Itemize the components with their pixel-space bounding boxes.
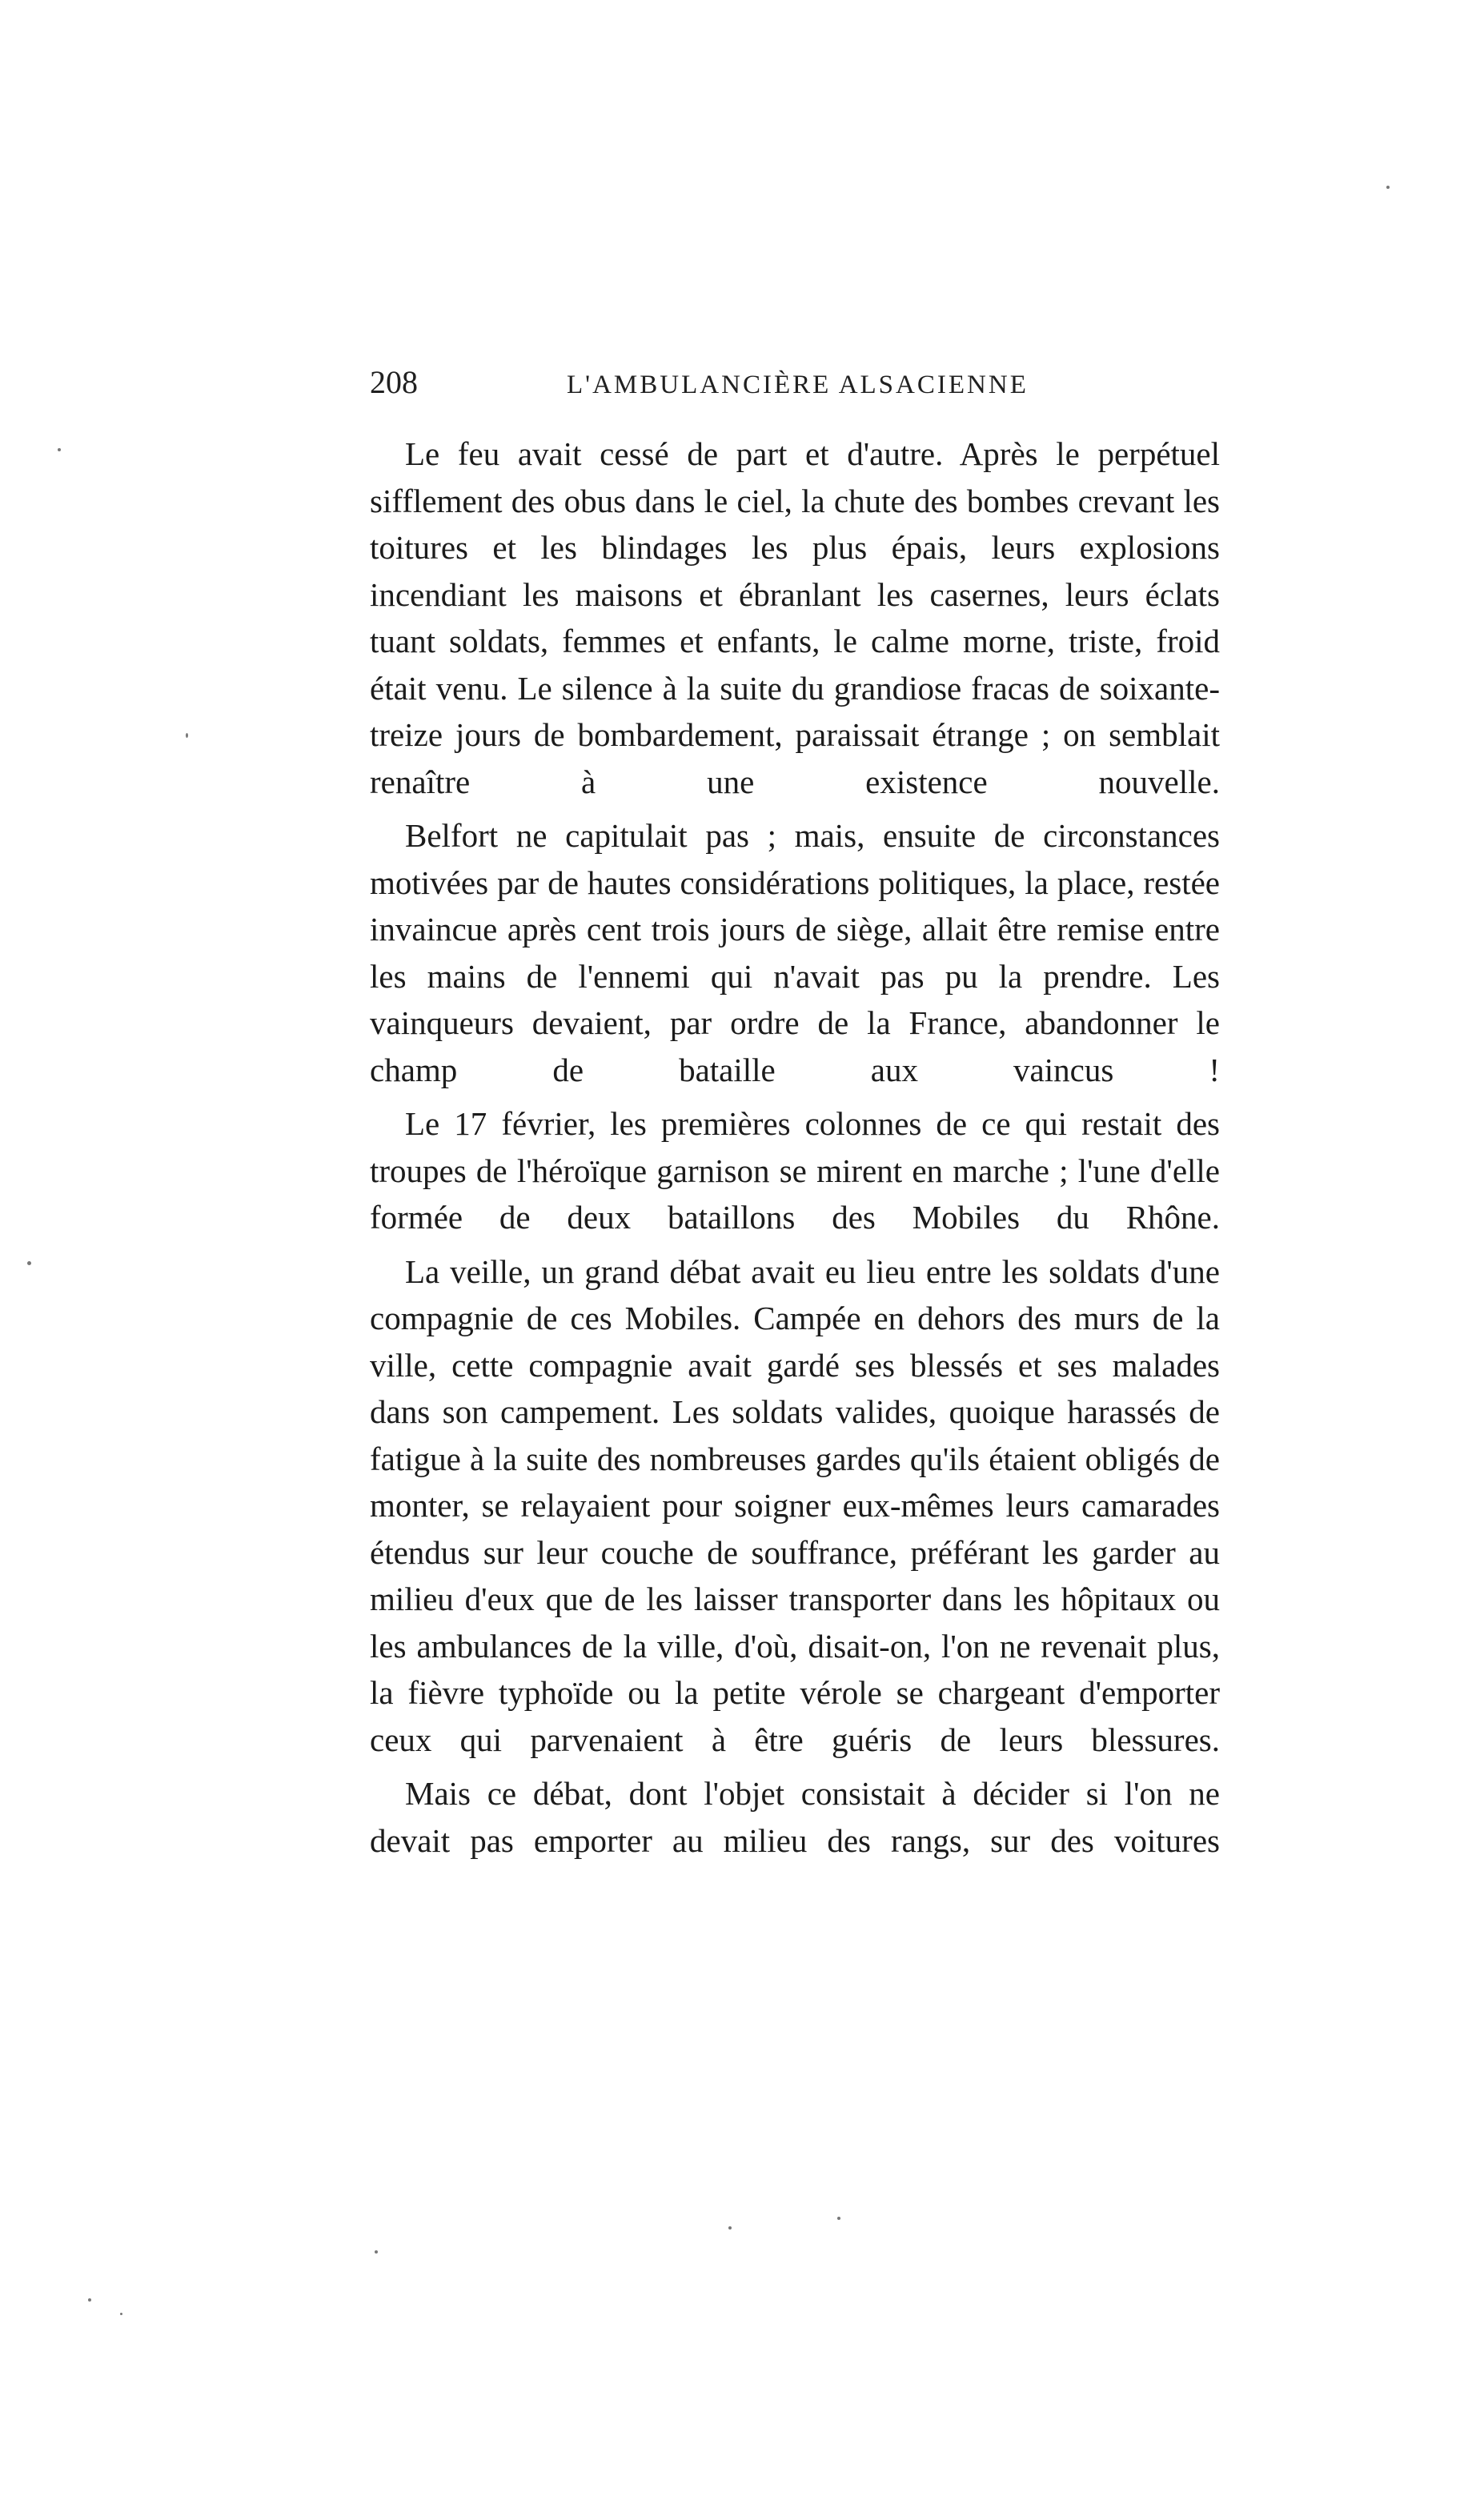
body-text: [370, 431, 1220, 1864]
paragraph-3: Le 17 février, les premières colonnes de ce qui restait des troupes de l'héroïque garnison se mirent en marche ; l'une d'elle formée de deux bataillons des Mobiles du Rhône.: [370, 1105, 1220, 1236]
scan-speck: [728, 2226, 732, 2230]
scan-speck: [186, 733, 188, 738]
scan-speck: [58, 448, 61, 451]
paragraph-5: Mais ce débat, dont l'objet consistait à décider si l'on ne devait pas emporter au milieu des rangs, sur des voitures: [370, 1775, 1220, 1859]
page-number: 208: [370, 364, 418, 400]
paragraph-2: Belfort ne capitulait pas ; mais, ensuite de circonstances motivées par de hautes considérations politiques, la place, restée invaincue après cent trois jours de siège, allait être remise entre les mains de l'ennemi qui n'avait pas pu la prendre. Les vainqueurs devaient, par ordre de la France, abandonner le champ de bataille aux vaincus !: [370, 817, 1220, 1088]
scan-speck: [120, 2313, 122, 2315]
scan-speck: [1386, 186, 1390, 189]
running-head: [370, 363, 1220, 411]
paragraph-4: La veille, un grand débat avait eu lieu entre les soldats d'une compagnie de ces Mobiles. Campée en dehors des murs de la ville, cette compagnie avait gardé ses blessés et ses malades dans son campement. Les soldats valides, quoique harassés de fatigue à la suite des nombreuses gardes qu'ils étaient obligés de monter, se relayaient pour soigner eux-mêmes leurs camarades étendus sur leur couche de souffrance, préférant les garder au milieu d'eux que de les laisser transporter dans les hôpitaux ou les ambulances de la ville, d'où, disait-on, l'on ne revenait plus, la fièvre typhoïde ou la petite vérole se chargeant d'emporter ceux qui parvenaient à être guéris de leurs blessures.: [370, 1252, 1220, 1758]
scan-speck: [88, 2298, 91, 2302]
scan-speck: [837, 2217, 840, 2220]
scan-speck: [27, 1261, 31, 1265]
scan-speck: [375, 2250, 378, 2254]
running-title: L'AMBULANCIÈRE ALSACIENNE: [567, 371, 1029, 399]
paragraph-1: Le feu avait cessé de part et d'autre. Après le perpétuel sifflement des obus dans le ciel, la chute des bombes crevant les toitures et les blindages les plus épais, leurs explosions incendiant les maisons et ébranlant les casernes, leurs éclats tuant soldats, femmes et enfants, le calme morne, triste, froid était venu. Le silence à la suite du grandiose fracas de soixante-treize jours de bombardement, paraissait étrange ; on semblait renaître à une existence nouvelle.: [370, 435, 1220, 800]
